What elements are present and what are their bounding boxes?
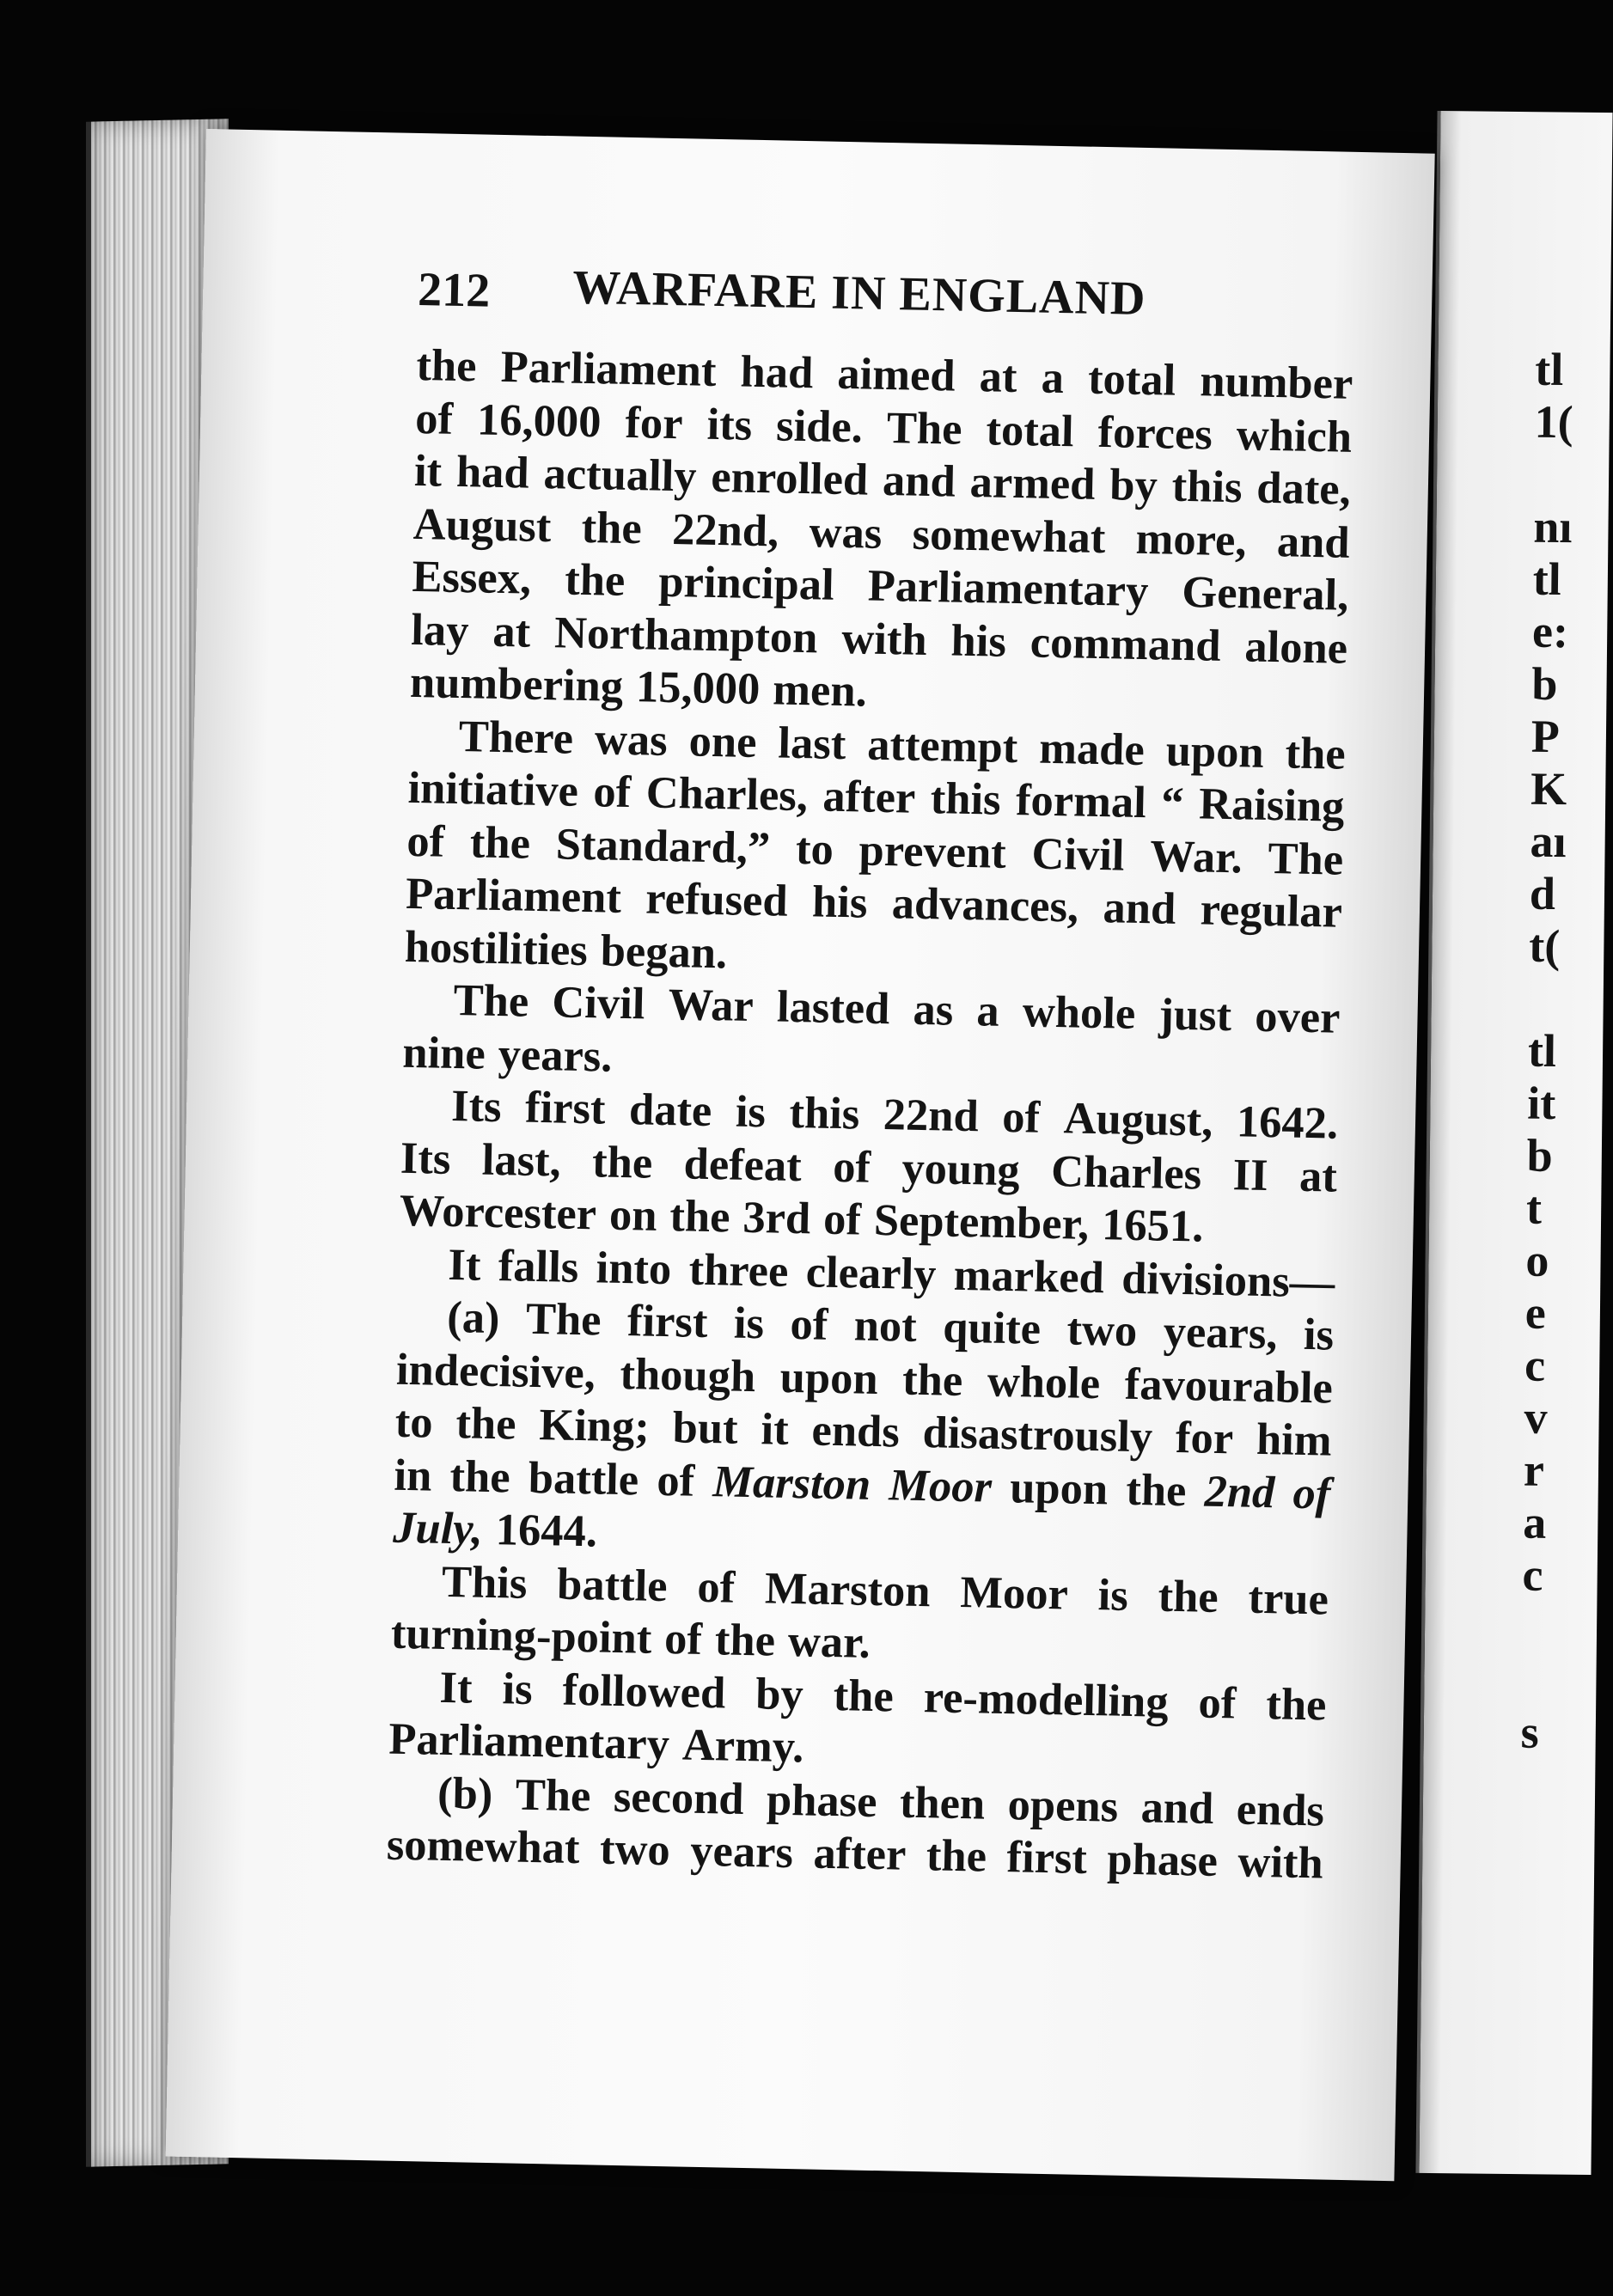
facing-page-fragment: tl — [1534, 343, 1564, 396]
text-line: Its first date is this 22nd of August, 1642. — [450, 1080, 1339, 1149]
facing-page-fragment: K — [1530, 762, 1567, 815]
facing-page-fragment: c — [1524, 1339, 1546, 1391]
facing-page-fragment — [1528, 973, 1580, 1026]
facing-page-fragment: tl — [1527, 1024, 1557, 1078]
book-page — [166, 129, 1435, 2181]
facing-page-fragment: 1( — [1534, 395, 1573, 449]
text-line: initiative of Charles, after this formal “ Raising — [407, 762, 1345, 832]
text-line: (a) The first is of not quite two years, is — [446, 1292, 1335, 1360]
facing-page-fragment: it — [1527, 1077, 1556, 1130]
text-line: (b) The second phase then opens and ends — [437, 1768, 1325, 1835]
body-text — [386, 339, 1353, 1890]
facing-page-fragment: nı — [1533, 500, 1573, 553]
text-line: lay at Northampton with his command alone — [410, 604, 1348, 674]
facing-page-fragment: c — [1522, 1548, 1543, 1601]
facing-page-fragment — [1521, 1654, 1573, 1707]
facing-page-fragment: tl — [1532, 553, 1562, 606]
text-line: to the King; but it ends disastrously for him — [394, 1396, 1333, 1466]
text-line: in the battle of Marston Moor upon the 2nd of — [394, 1450, 1331, 1519]
facing-page-fragment: v — [1524, 1391, 1548, 1444]
text-line: It falls into three clearly marked divisions— — [447, 1239, 1335, 1308]
facing-page-fragment: e: — [1531, 605, 1569, 658]
facing-page-fragment: s — [1520, 1706, 1540, 1758]
facing-page-fragment: t( — [1528, 919, 1561, 973]
text-line: July, 1644. — [392, 1502, 598, 1557]
facing-page-fragment: a — [1522, 1496, 1547, 1548]
text-line: indecisive, though upon the whole favourable — [395, 1344, 1334, 1414]
text-line: This battle of Marston Moor is the true — [441, 1556, 1329, 1625]
text-line: of 16,000 for its side. The total forces which — [414, 393, 1353, 462]
text-line: the Parliament had aimed at a total number — [415, 339, 1353, 409]
facing-page-fragment: r — [1523, 1444, 1545, 1496]
facing-page-fragment: b — [1526, 1129, 1554, 1182]
facing-page-fragment — [1534, 449, 1586, 502]
text-line: Essex, the principal Parliamentary General, — [412, 551, 1349, 620]
page-number: 212 — [417, 262, 491, 318]
text-line: There was one last attempt made upon the — [458, 711, 1347, 779]
facing-page-fragment: e — [1524, 1286, 1547, 1339]
text-line: nine years. — [401, 1027, 613, 1082]
facing-page-fragment: P — [1531, 710, 1561, 763]
text-line: turning-point of the war. — [390, 1608, 871, 1668]
text-line: It is followed by the re-modelling of the — [439, 1662, 1327, 1731]
running-header — [417, 260, 1329, 326]
facing-page-fragment — [1522, 1602, 1574, 1655]
text-line: hostilities began. — [404, 921, 728, 978]
facing-page-fragment: aı — [1530, 815, 1567, 868]
text-line: Worcester on the 3rd of September, 1651. — [399, 1185, 1204, 1252]
text-line: Its last, the defeat of young Charles II at — [400, 1133, 1338, 1202]
text-line: it had actually enrolled and armed by this date, — [413, 445, 1352, 515]
text-line: August the 22nd, was somewhat more, and — [412, 498, 1351, 568]
text-line: Parliamentary Army. — [388, 1713, 804, 1773]
text-line: of the Standard,” to prevent Civil War. The — [406, 815, 1344, 885]
facing-page-fragment: b — [1531, 657, 1558, 711]
text-line: The Civil War lasted as a whole just over — [453, 974, 1341, 1043]
running-title: WARFARE IN ENGLAND — [571, 260, 1147, 326]
facing-page-fragment: d — [1529, 867, 1556, 920]
facing-page-fragment: o — [1525, 1234, 1549, 1286]
text-line: somewhat two years after the first phase with — [386, 1819, 1324, 1889]
text-line: numbering 15,000 men. — [409, 656, 868, 717]
facing-page-fragment: t — [1525, 1182, 1543, 1234]
text-line: Parliament refused his advances, and regular — [405, 868, 1343, 937]
